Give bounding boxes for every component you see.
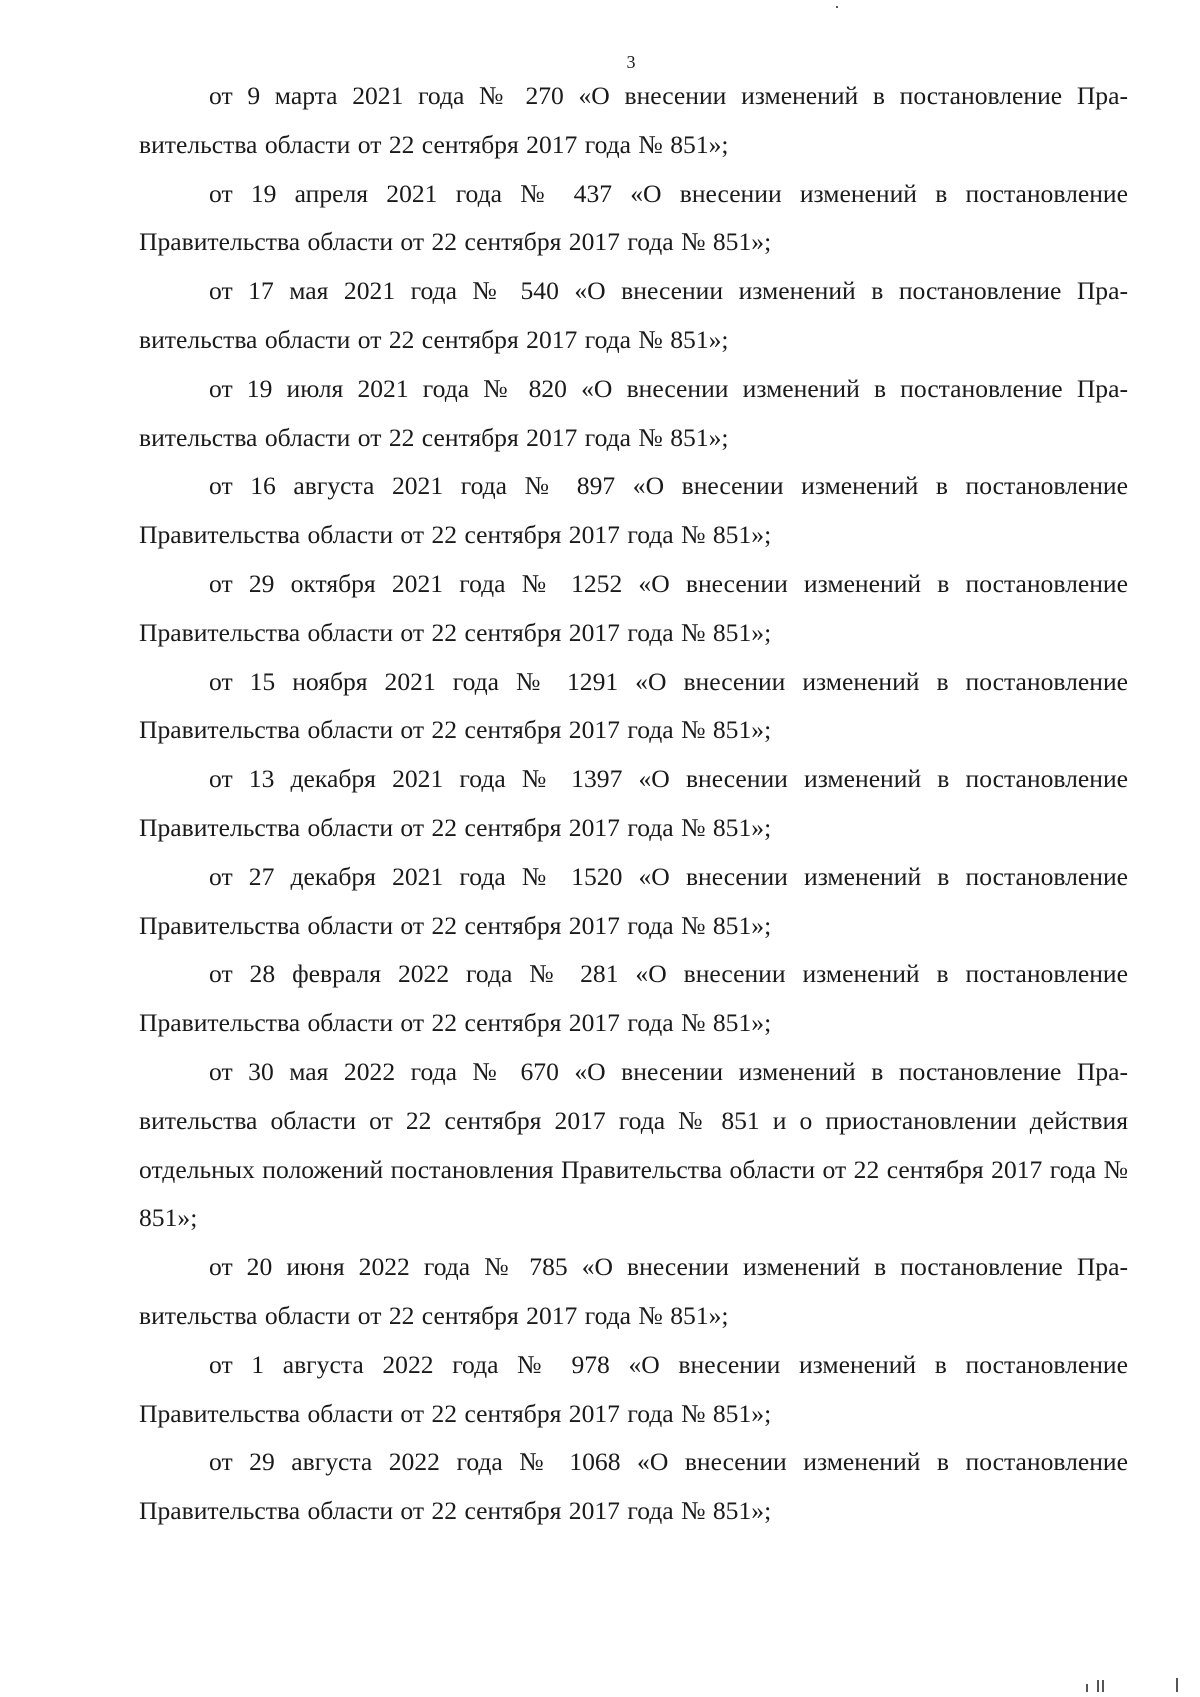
resolution-paragraph: от 17 мая 2021 года № 540 «О внесении изменений в постановление Правительства области от 22 сентября 2017 года № 851»;	[139, 276, 1128, 354]
resolution-paragraph: от 30 мая 2022 года № 670 «О внесении изменений в постановление Правительства области от 22 сентября 2017 года № 851 и о приостановлении действия отдельных положений постановления Правительства области от 22 сентября 2017 года № 851»;	[139, 1056, 1128, 1233]
resolution-paragraph: от 29 октября 2021 года № 1252 «О внесении изменений в постановление Правительства области от 22 сентября 2017 года № 851»;	[139, 568, 1128, 647]
scan-tick	[1086, 1684, 1088, 1692]
scan-tick	[1176, 1678, 1178, 1692]
resolution-paragraph: от 13 декабря 2021 года № 1397 «О внесении изменений в постановление Правительства области от 22 сентября 2017 года № 851»;	[139, 764, 1128, 842]
scan-dot	[836, 6, 838, 8]
resolution-paragraph: от 16 августа 2021 года № 897 «О внесении изменений в постановление Правительства области от 22 сентября 2017 года № 851»;	[139, 471, 1128, 550]
resolution-paragraph: от 28 февраля 2022 года № 281 «О внесении изменений в постановление Правительства области от 22 сентября 2017 года № 851»;	[139, 959, 1128, 1038]
resolution-paragraph: от 19 апреля 2021 года № 437 «О внесении изменений в постановление Правительства области от 22 сентября 2017 года № 851»;	[139, 178, 1128, 257]
resolution-paragraph: от 27 декабря 2021 года № 1520 «О внесении изменений в постановление Правительства области от 22 сентября 2017 года № 851»;	[139, 861, 1128, 940]
resolution-paragraph: от 9 марта 2021 года № 270 «О внесении изменений в постановление Правительства области от 22 сентября 2017 года № 851»;	[139, 81, 1128, 159]
resolution-paragraph: от 19 июля 2021 года № 820 «О внесении изменений в постановление Правительства области от 22 сентября 2017 года № 851»;	[139, 373, 1128, 452]
resolution-paragraph: от 15 ноября 2021 года № 1291 «О внесении изменений в постановление Правительства области от 22 сентября 2017 года № 851»;	[139, 666, 1128, 745]
resolution-paragraph: от 20 июня 2022 года № 785 «О внесении изменений в постановление Правительства области от 22 сентября 2017 года № 851»;	[139, 1252, 1128, 1330]
resolution-paragraph: от 29 августа 2022 года № 1068 «О внесении изменений в постановление Правительства области от 22 сентября 2017 года № 851»;	[139, 1447, 1128, 1526]
page-number: 3	[626, 52, 636, 72]
scan-tick	[1102, 1680, 1104, 1692]
document-body	[139, 72, 1128, 1536]
scan-tick	[1097, 1680, 1099, 1692]
resolution-paragraph: от 1 августа 2022 года № 978 «О внесении изменений в постановление Правительства области от 22 сентября 2017 года № 851»;	[139, 1349, 1128, 1428]
